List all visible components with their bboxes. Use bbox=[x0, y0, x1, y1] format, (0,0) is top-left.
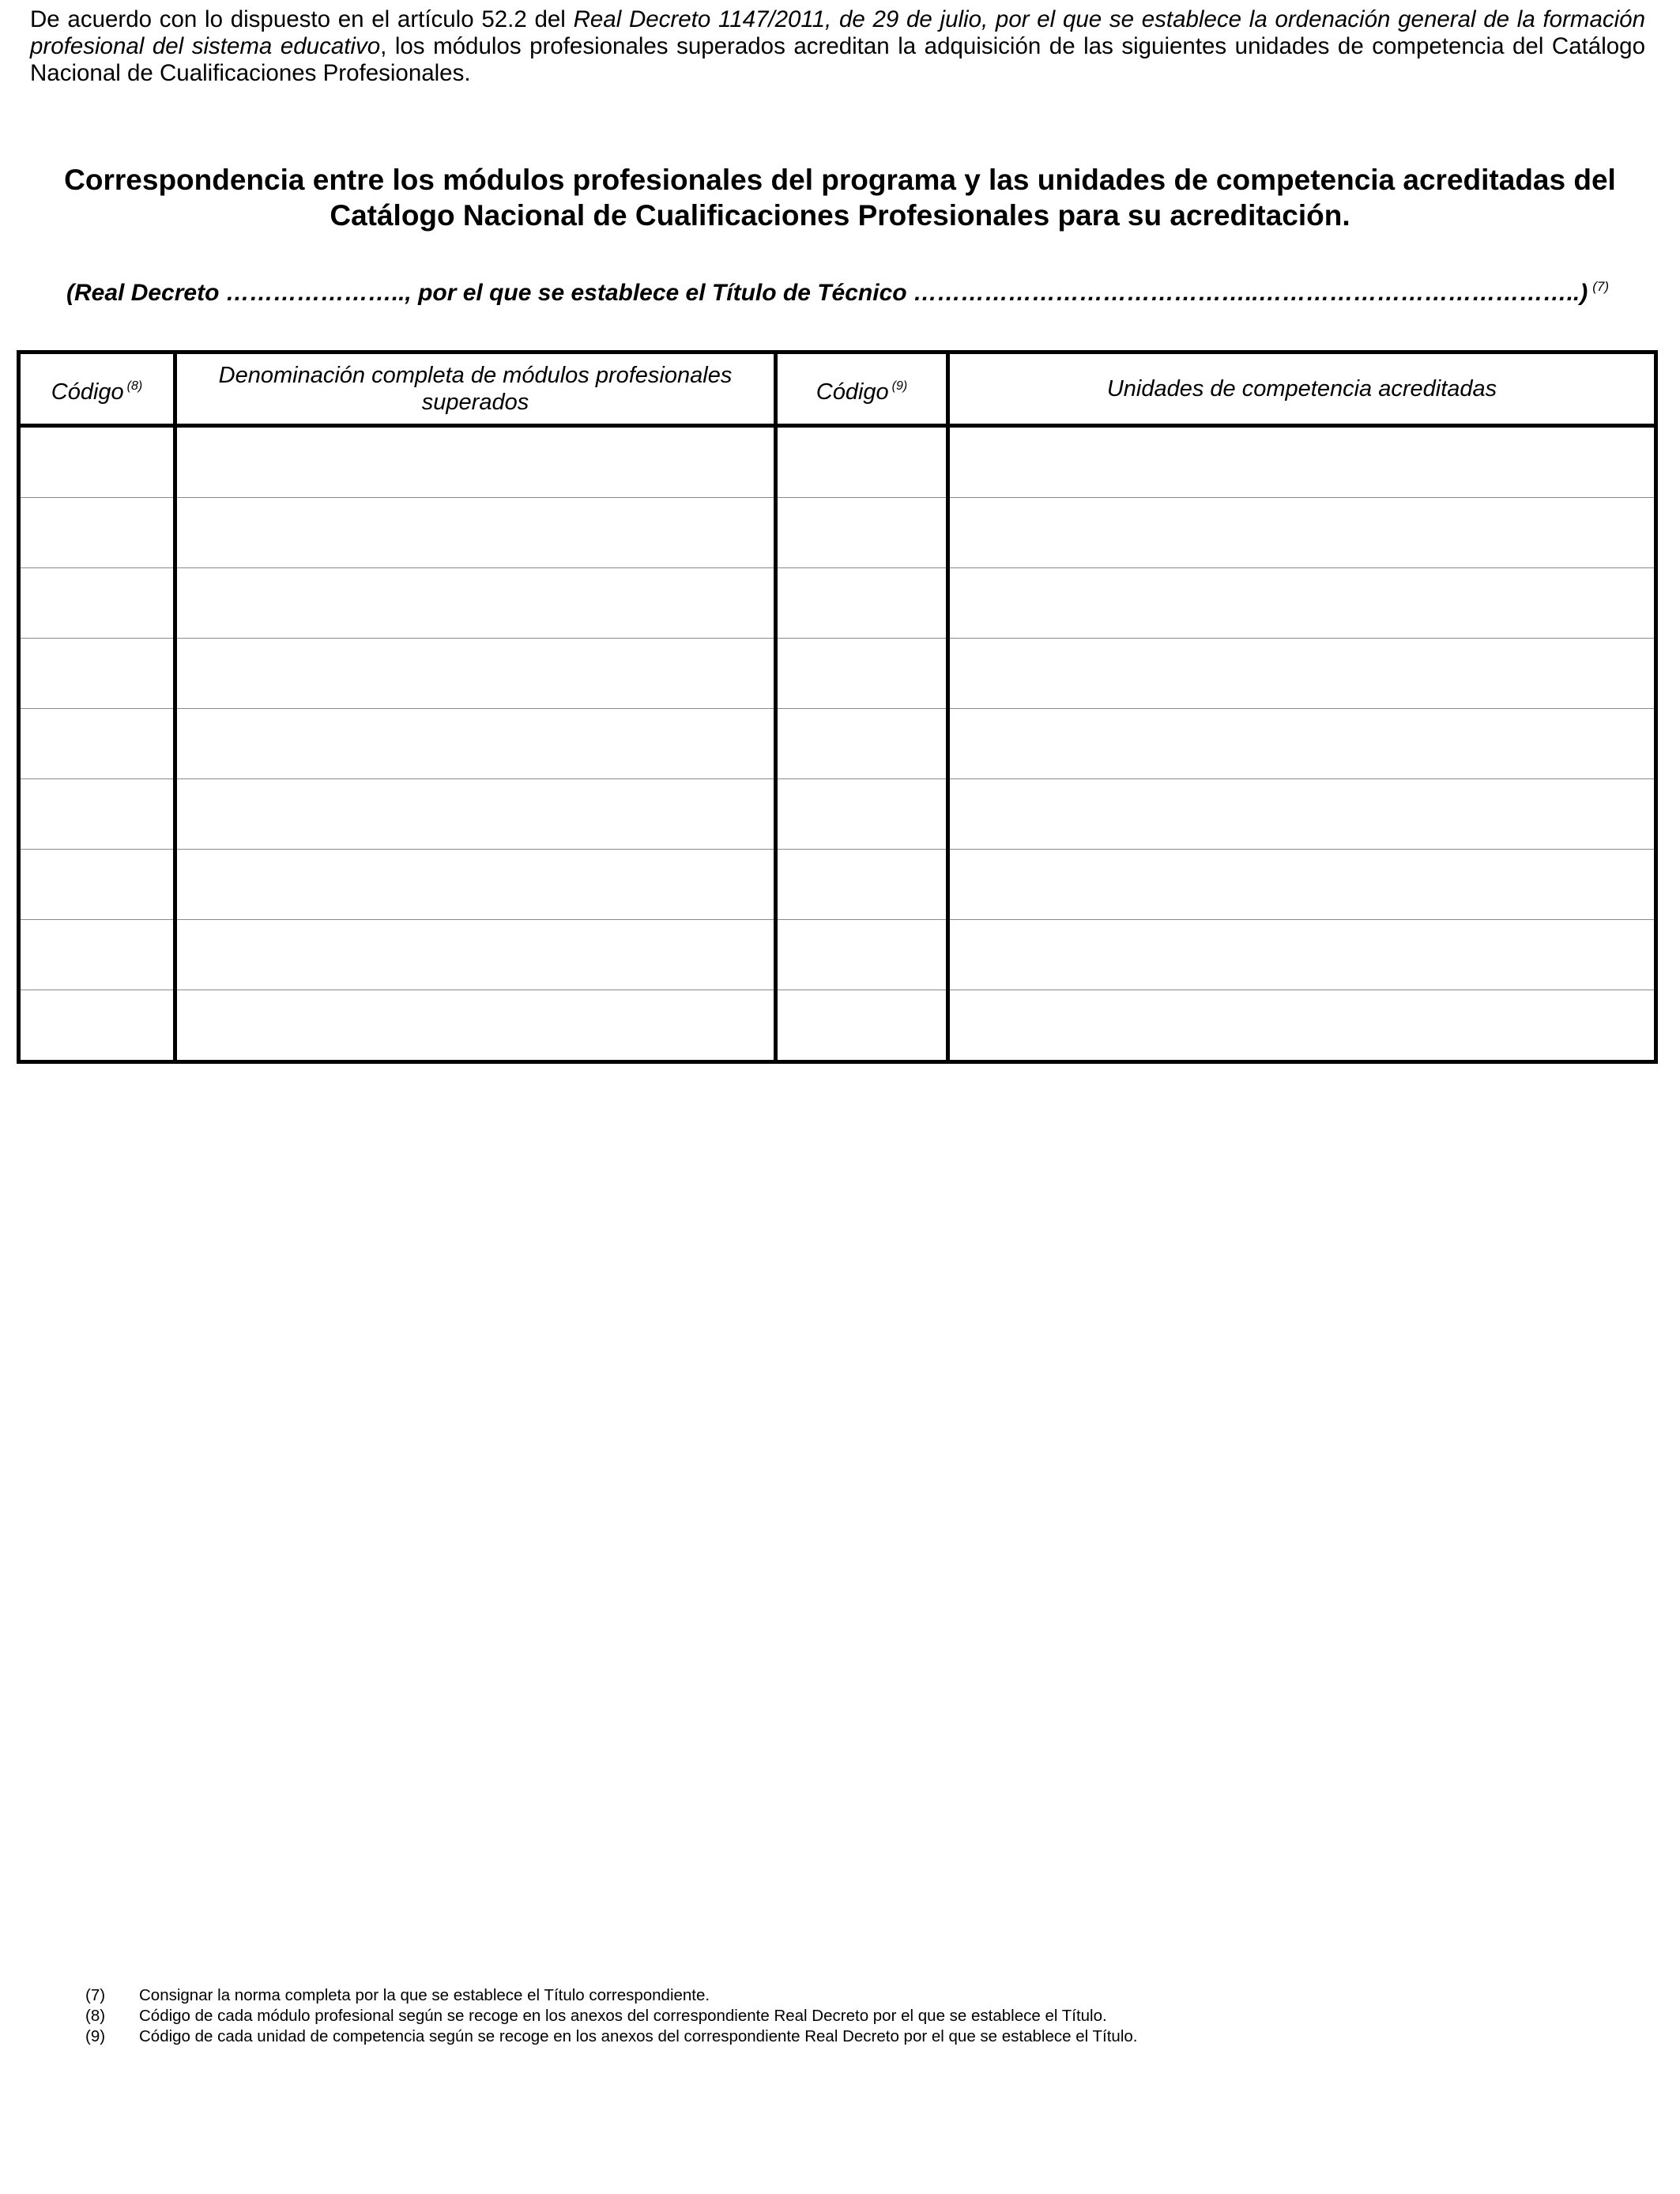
module-name-cell[interactable] bbox=[175, 709, 776, 779]
competency-units-cell[interactable] bbox=[948, 850, 1656, 920]
footnote-number: (9) bbox=[85, 2027, 106, 2045]
table-header-row bbox=[19, 352, 1656, 426]
footnote-item bbox=[85, 1985, 1587, 2006]
module-name-cell[interactable] bbox=[175, 426, 776, 498]
footnote-text: Consignar la norma completa por la que se establece el Título correspondiente. bbox=[139, 1986, 710, 2004]
header-competency-units: Unidades de competencia acreditadas bbox=[948, 352, 1656, 426]
table-row bbox=[19, 426, 1656, 498]
footnote-item bbox=[85, 2006, 1587, 2026]
module-code-cell[interactable] bbox=[19, 850, 175, 920]
table-row bbox=[19, 920, 1656, 990]
competency-units-cell[interactable] bbox=[948, 709, 1656, 779]
module-code-cell[interactable] bbox=[19, 426, 175, 498]
unit-code-cell[interactable] bbox=[776, 498, 948, 568]
module-code-cell[interactable] bbox=[19, 709, 175, 779]
module-name-cell[interactable] bbox=[175, 568, 776, 639]
table-row bbox=[19, 498, 1656, 568]
module-code-cell[interactable] bbox=[19, 990, 175, 1062]
competency-units-cell[interactable] bbox=[948, 568, 1656, 639]
correspondence-table bbox=[17, 350, 1658, 1064]
competency-units-cell[interactable] bbox=[948, 639, 1656, 709]
module-name-cell[interactable] bbox=[175, 990, 776, 1062]
table-row bbox=[19, 779, 1656, 850]
module-name-cell[interactable] bbox=[175, 920, 776, 990]
footnote-number: (7) bbox=[85, 1986, 106, 2004]
header-module-code: Código $^{(8)}$ bbox=[19, 352, 175, 426]
module-code-cell[interactable] bbox=[19, 568, 175, 639]
unit-code-cell[interactable] bbox=[776, 779, 948, 850]
table-row bbox=[19, 990, 1656, 1062]
unit-code-cell[interactable] bbox=[776, 639, 948, 709]
decree-subtitle bbox=[66, 272, 1639, 308]
table-row bbox=[19, 568, 1656, 639]
module-code-cell[interactable] bbox=[19, 920, 175, 990]
module-name-cell[interactable] bbox=[175, 498, 776, 568]
module-code-cell[interactable] bbox=[19, 779, 175, 850]
footnote-text: Código de cada unidad de competencia según se recoge en los anexos del correspondiente Real Decreto por el que se establece el Título. bbox=[139, 2027, 1138, 2045]
footnotes bbox=[85, 1985, 1587, 2047]
footnote-item bbox=[85, 2026, 1587, 2047]
table-row bbox=[19, 709, 1656, 779]
module-name-cell[interactable] bbox=[175, 850, 776, 920]
footnote-ref-7: (7) bbox=[1592, 279, 1610, 294]
table-row bbox=[19, 639, 1656, 709]
module-code-cell[interactable] bbox=[19, 639, 175, 709]
footnote-text: Código de cada módulo profesional según se recoge en los anexos del correspondiente Real Decreto por el que se establece el Título. bbox=[139, 2007, 1107, 2025]
document-title: Correspondencia entre los módulos profesionales del programa y las unidades de competencia acreditadas del Catálogo Nacional de Cualificaciones Profesionales para su acreditación. bbox=[64, 164, 1616, 232]
unit-code-cell[interactable] bbox=[776, 920, 948, 990]
unit-code-cell[interactable] bbox=[776, 709, 948, 779]
competency-units-cell[interactable] bbox=[948, 990, 1656, 1062]
table-row bbox=[19, 850, 1656, 920]
intro-text-1: De acuerdo con lo dispuesto en el artículo 52.2 del bbox=[30, 6, 574, 32]
competency-units-cell[interactable] bbox=[948, 779, 1656, 850]
module-name-cell[interactable] bbox=[175, 639, 776, 709]
module-name-cell[interactable] bbox=[175, 779, 776, 850]
module-code-cell[interactable] bbox=[19, 498, 175, 568]
footnote-number: (8) bbox=[85, 2007, 106, 2025]
competency-units-cell[interactable] bbox=[948, 920, 1656, 990]
unit-code-cell[interactable] bbox=[776, 426, 948, 498]
unit-code-cell[interactable] bbox=[776, 568, 948, 639]
competency-units-cell[interactable] bbox=[948, 498, 1656, 568]
unit-code-cell[interactable] bbox=[776, 990, 948, 1062]
header-module-name: Denominación completa de módulos profesionales superados bbox=[175, 352, 776, 426]
intro-decree-reference: Real Decreto 1147/2011, de 29 de julio, por el que se establece la ordenación general de la formación profesional del sistema educativo bbox=[30, 6, 1645, 59]
intro-text-2: , los módulos profesionales superados acreditan la adquisición de las siguientes unidades de competencia del Catálogo Nacional de Cualificaciones Profesionales. bbox=[30, 33, 1645, 86]
correspondence-table-container bbox=[17, 350, 1658, 1046]
unit-code-cell[interactable] bbox=[776, 850, 948, 920]
competency-units-cell[interactable] bbox=[948, 426, 1656, 498]
header-unit-code: Código $^{(9)}$ bbox=[776, 352, 948, 426]
decree-subtitle-text: (Real Decreto ………………….., por el que se establece el Título de Técnico ……………………………………..…………………………………..) bbox=[66, 280, 1588, 306]
intro-paragraph bbox=[30, 6, 1645, 87]
